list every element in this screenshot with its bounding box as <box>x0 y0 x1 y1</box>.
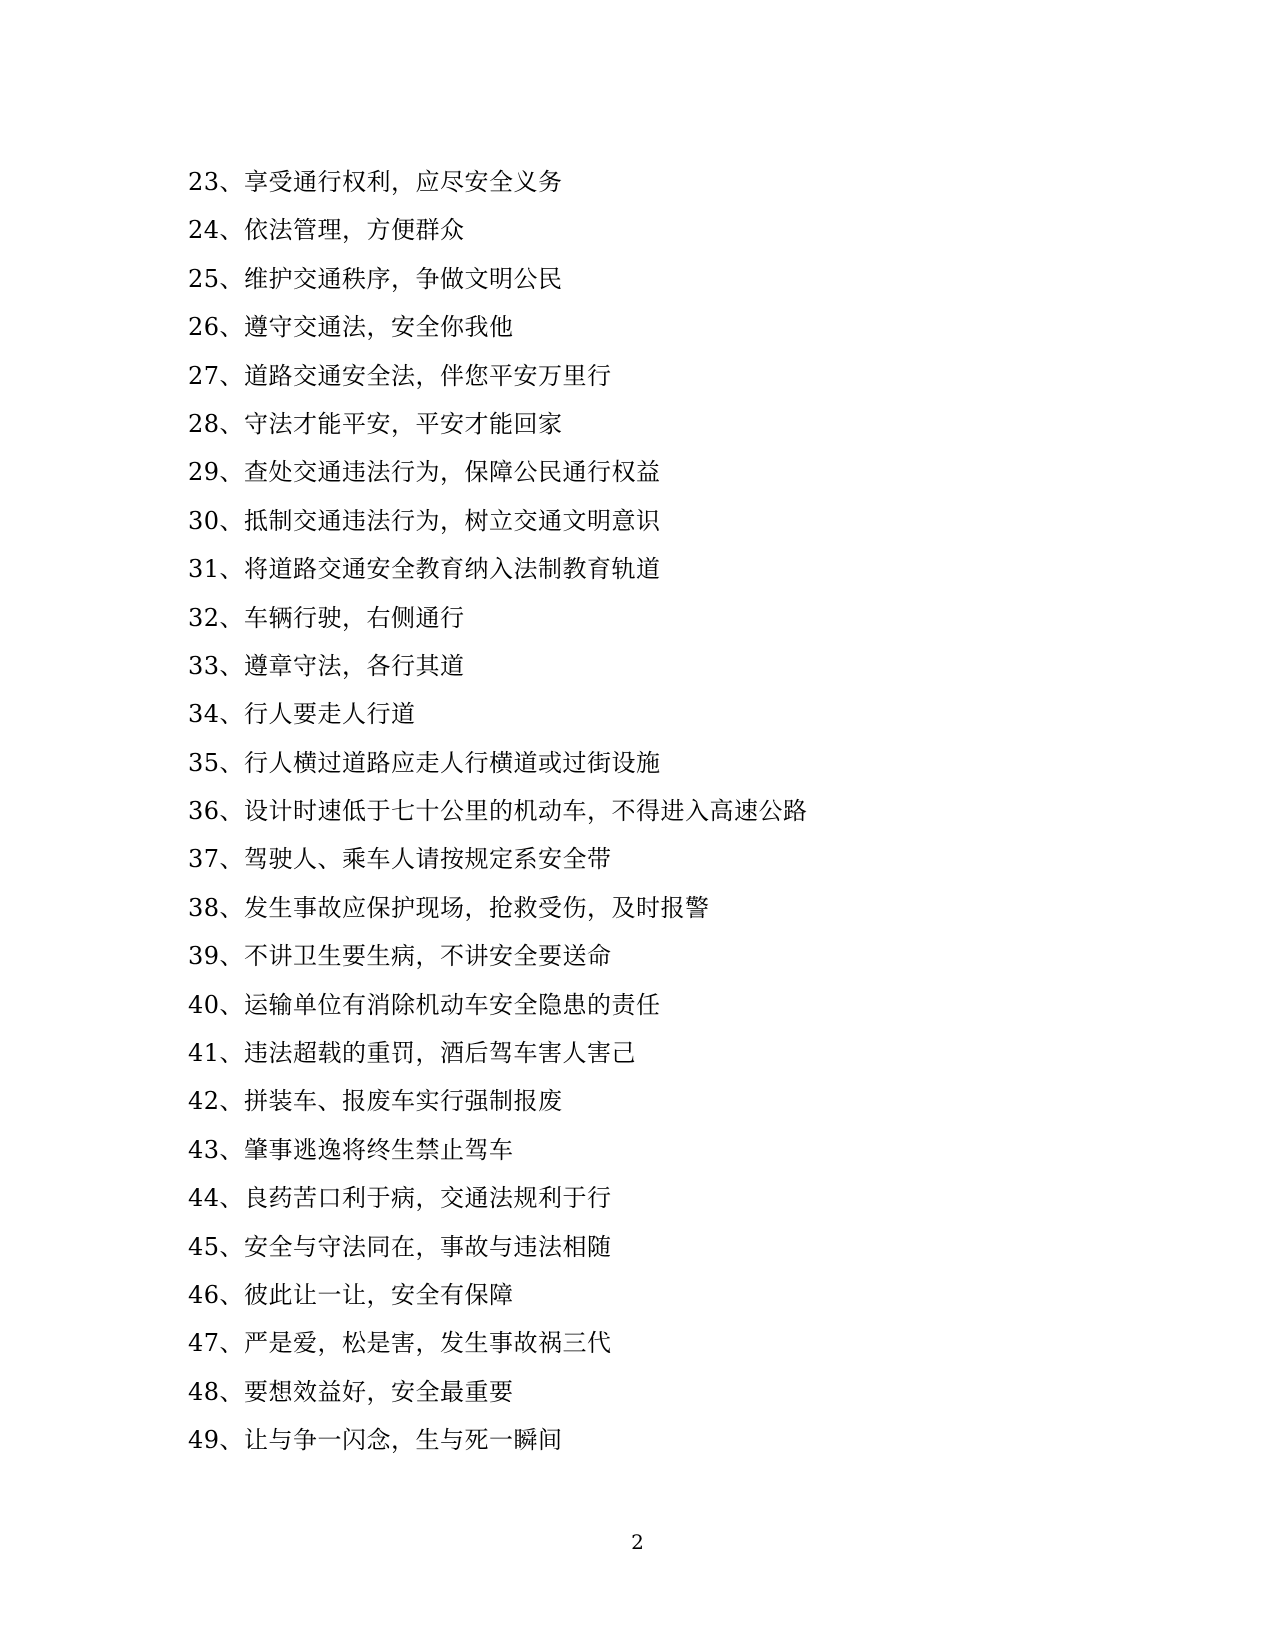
list-item: 34、行人要走人行道 <box>188 700 416 729</box>
slogan-list <box>188 158 1188 1465</box>
list-item: 29、查处交通违法行为，保障公民通行权益 <box>188 458 661 487</box>
list-item: 39、不讲卫生要生病，不讲安全要送命 <box>188 942 612 971</box>
list-item: 31、将道路交通安全教育纳入法制教育轨道 <box>188 555 661 584</box>
list-item: 44、良药苦口利于病，交通法规利于行 <box>188 1184 612 1213</box>
list-item: 25、维护交通秩序，争做文明公民 <box>188 264 563 293</box>
list-item: 24、依法管理，方便群众 <box>188 216 465 245</box>
list-item: 48、要想效益好，安全最重要 <box>188 1377 514 1406</box>
list-item: 38、发生事故应保护现场，抢救受伤，及时报警 <box>188 893 710 922</box>
list-item: 37、驾驶人、乘车人请按规定系安全带 <box>188 845 612 874</box>
list-item: 47、严是爱，松是害，发生事故祸三代 <box>188 1329 612 1358</box>
list-item: 27、道路交通安全法，伴您平安万里行 <box>188 361 612 390</box>
list-item: 40、运输单位有消除机动车安全隐患的责任 <box>188 990 661 1019</box>
page-number: 2 <box>631 1530 644 1554</box>
list-item: 46、彼此让一让，安全有保障 <box>188 1280 514 1309</box>
list-item: 36、设计时速低于七十公里的机动车，不得进入高速公路 <box>188 797 808 826</box>
list-item: 42、拼装车、报废车实行强制报废 <box>188 1087 563 1116</box>
list-item: 32、车辆行驶，右侧通行 <box>188 603 465 632</box>
list-item: 49、让与争一闪念，生与死一瞬间 <box>188 1426 563 1455</box>
list-item: 30、抵制交通违法行为，树立交通文明意识 <box>188 506 661 535</box>
list-item: 28、守法才能平安，平安才能回家 <box>188 409 563 438</box>
list-item: 43、肇事逃逸将终生禁止驾车 <box>188 1135 514 1164</box>
list-item: 35、行人横过道路应走人行横道或过街设施 <box>188 748 661 777</box>
list-item: 33、遵章守法，各行其道 <box>188 651 465 680</box>
list-item: 26、遵守交通法，安全你我他 <box>188 313 514 342</box>
list-item: 45、安全与守法同在，事故与违法相随 <box>188 1232 612 1261</box>
list-item: 41、违法超载的重罚，酒后驾车害人害己 <box>188 1039 637 1068</box>
list-item: 23、享受通行权利，应尽安全义务 <box>188 168 563 196</box>
